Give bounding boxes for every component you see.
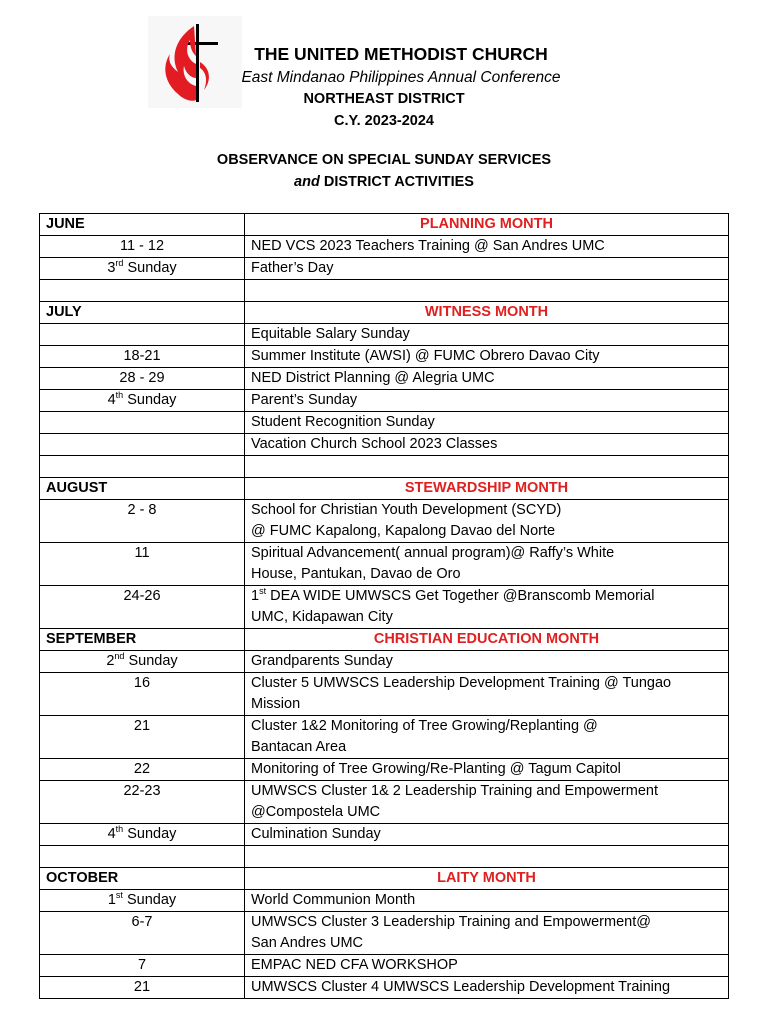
date-text: 21 [133, 718, 151, 734]
event-date [40, 759, 245, 781]
description-line: NED District Planning @ Alegria UMC [251, 370, 495, 386]
table-row [40, 716, 729, 759]
event-description [245, 390, 729, 412]
date-text: 18-21 [123, 348, 161, 364]
empty-cell [40, 280, 245, 302]
event-description [245, 368, 729, 390]
month-row [40, 868, 729, 890]
table-row [40, 236, 729, 258]
description-line: World Communion Month [251, 892, 416, 908]
empty-cell [245, 280, 729, 302]
table-row [40, 586, 729, 629]
month-theme: WITNESS MONTH [245, 302, 729, 324]
empty-cell [245, 456, 729, 478]
table-row [40, 759, 729, 781]
month-row [40, 214, 729, 236]
month-row [40, 629, 729, 651]
ordinal-suffix: st [259, 586, 267, 597]
description-line: Cluster 1&2 Monitoring of Tree Growing/Replanting @ [251, 718, 598, 734]
date-text: 24-26 [123, 588, 161, 604]
description-line: UMWSCS Cluster 1& 2 Leadership Training and Empowerment [251, 783, 658, 799]
month-name: OCTOBER [40, 868, 245, 890]
subtitle-rest: DISTRICT ACTIVITIES [319, 174, 474, 190]
event-description [245, 586, 729, 629]
description-line: Culmination Sunday [251, 826, 381, 842]
event-date [40, 716, 245, 759]
date-text: 3 [107, 260, 116, 276]
date-suffix-text: Sunday [124, 653, 178, 669]
date-text: 16 [133, 675, 151, 691]
document-subtitle [0, 174, 768, 190]
event-date [40, 500, 245, 543]
empty-cell [40, 846, 245, 868]
table-row [40, 781, 729, 824]
event-date [40, 824, 245, 846]
district-name: NORTHEAST DISTRICT [303, 91, 465, 107]
table-row [40, 543, 729, 586]
ordinal-suffix: nd [114, 651, 125, 662]
date-text: 4 [107, 392, 116, 408]
event-date [40, 673, 245, 716]
event-date [40, 368, 245, 390]
date-suffix-text: Sunday [123, 826, 177, 842]
table-row [40, 324, 729, 346]
empty-cell [40, 456, 245, 478]
event-date [40, 781, 245, 824]
description-line: Vacation Church School 2023 Classes [251, 436, 498, 452]
table-row [40, 390, 729, 412]
event-date [40, 346, 245, 368]
date-text: 7 [137, 957, 147, 973]
ordinal-suffix: rd [115, 258, 124, 269]
description-line: Summer Institute (AWSI) @ FUMC Obrero Davao City [251, 348, 600, 364]
table-row [40, 977, 729, 999]
event-date [40, 390, 245, 412]
date-suffix-text: Sunday [123, 392, 177, 408]
event-description [245, 258, 729, 280]
date-text: 22-23 [123, 783, 161, 799]
date-text: 11 - 12 [119, 238, 165, 254]
description-line: UMWSCS Cluster 3 Leadership Training and Empowerment@ [251, 914, 651, 930]
date-text: 22 [133, 761, 151, 777]
event-description [245, 412, 729, 434]
event-description [245, 977, 729, 999]
table-row [40, 890, 729, 912]
date-text: 28 - 29 [119, 370, 165, 386]
description-line: @ FUMC Kapalong, Kapalong Davao del Norte [251, 523, 556, 539]
description-line: Student Recognition Sunday [251, 414, 435, 430]
date-text: 6-7 [131, 914, 153, 930]
description-line: San Andres UMC [251, 935, 364, 951]
month-theme: PLANNING MONTH [245, 214, 729, 236]
spacer-row [40, 456, 729, 478]
date-text: 2 - 8 [127, 502, 157, 518]
spacer-row [40, 280, 729, 302]
description-line: Father’s Day [251, 260, 334, 276]
description-line: Bantacan Area [251, 739, 347, 755]
month-row [40, 478, 729, 500]
event-date [40, 258, 245, 280]
description-line: School for Christian Youth Development (SCYD) [251, 502, 562, 518]
church-name: THE UNITED METHODIST CHURCH [254, 44, 548, 64]
table-row [40, 434, 729, 456]
description-line [251, 586, 722, 607]
date-text: 11 [134, 545, 150, 561]
month-theme: STEWARDSHIP MONTH [245, 478, 729, 500]
table-row [40, 912, 729, 955]
table-row [40, 412, 729, 434]
event-date [40, 543, 245, 586]
table-row [40, 955, 729, 977]
month-row [40, 302, 729, 324]
date-text: 2 [106, 653, 115, 669]
event-description [245, 543, 729, 586]
table-row [40, 651, 729, 673]
table-row [40, 500, 729, 543]
event-description [245, 781, 729, 824]
event-description [245, 673, 729, 716]
month-theme: CHRISTIAN EDUCATION MONTH [245, 629, 729, 651]
church-year: C.Y. 2023-2024 [334, 113, 434, 129]
ordinal-suffix: th [115, 824, 124, 835]
ordinal-suffix: st [115, 890, 123, 901]
event-date [40, 412, 245, 434]
schedule-table [39, 213, 729, 999]
description-line: NED VCS 2023 Teachers Training @ San Andres UMC [251, 238, 605, 254]
ordinal-number: 1 [251, 588, 260, 604]
event-date [40, 651, 245, 673]
description-line: UMC, Kidapawan City [251, 609, 393, 625]
event-date [40, 434, 245, 456]
event-description [245, 346, 729, 368]
event-description [245, 716, 729, 759]
description-text: DEA WIDE UMWSCS Get Together @Branscomb Memorial [266, 588, 655, 604]
event-description [245, 651, 729, 673]
description-line: House, Pantukan, Davao de Oro [251, 566, 461, 582]
event-description [245, 236, 729, 258]
subtitle-and: and [294, 174, 320, 190]
table-row [40, 258, 729, 280]
month-name: SEPTEMBER [40, 629, 245, 651]
description-line: Spiritual Advancement( annual program)@ Raffy’s White [251, 545, 615, 561]
ordinal-suffix: th [115, 390, 124, 401]
date-text: 4 [107, 826, 116, 842]
table-row [40, 346, 729, 368]
spacer-row [40, 846, 729, 868]
event-description [245, 434, 729, 456]
month-name: JUNE [40, 214, 245, 236]
event-description [245, 955, 729, 977]
table-row [40, 824, 729, 846]
event-date [40, 977, 245, 999]
event-date [40, 586, 245, 629]
description-line: Cluster 5 UMWSCS Leadership Development Training @ Tungao [251, 675, 672, 691]
date-text: 1 [107, 892, 116, 908]
document-header [0, 0, 768, 200]
description-line: @Compostela UMC [251, 804, 381, 820]
table-row [40, 368, 729, 390]
document-title: OBSERVANCE ON SPECIAL SUNDAY SERVICES [216, 152, 552, 168]
date-suffix-text: Sunday [122, 892, 177, 908]
month-name: JULY [40, 302, 245, 324]
event-date [40, 236, 245, 258]
date-text: 21 [133, 979, 151, 995]
event-date [40, 324, 245, 346]
event-date [40, 912, 245, 955]
event-date [40, 955, 245, 977]
event-description [245, 824, 729, 846]
event-description [245, 912, 729, 955]
description-line: Parent’s Sunday [251, 392, 358, 408]
schedule-body [40, 214, 729, 999]
conference-name: East Mindanao Philippines Annual Conference [241, 69, 561, 86]
description-line: UMWSCS Cluster 4 UMWSCS Leadership Development Training [251, 979, 671, 995]
description-line: Monitoring of Tree Growing/Re-Planting @ Tagum Capitol [251, 761, 621, 777]
table-row [40, 673, 729, 716]
description-line: Grandparents Sunday [251, 653, 393, 669]
event-description [245, 759, 729, 781]
month-name: AUGUST [40, 478, 245, 500]
empty-cell [245, 846, 729, 868]
date-suffix-text: Sunday [123, 260, 177, 276]
description-line: Equitable Salary Sunday [251, 326, 410, 342]
description-line: EMPAC NED CFA WORKSHOP [251, 957, 458, 973]
event-description [245, 324, 729, 346]
event-description [245, 500, 729, 543]
event-description [245, 890, 729, 912]
description-line: Mission [251, 696, 301, 712]
event-date [40, 890, 245, 912]
month-theme: LAITY MONTH [245, 868, 729, 890]
